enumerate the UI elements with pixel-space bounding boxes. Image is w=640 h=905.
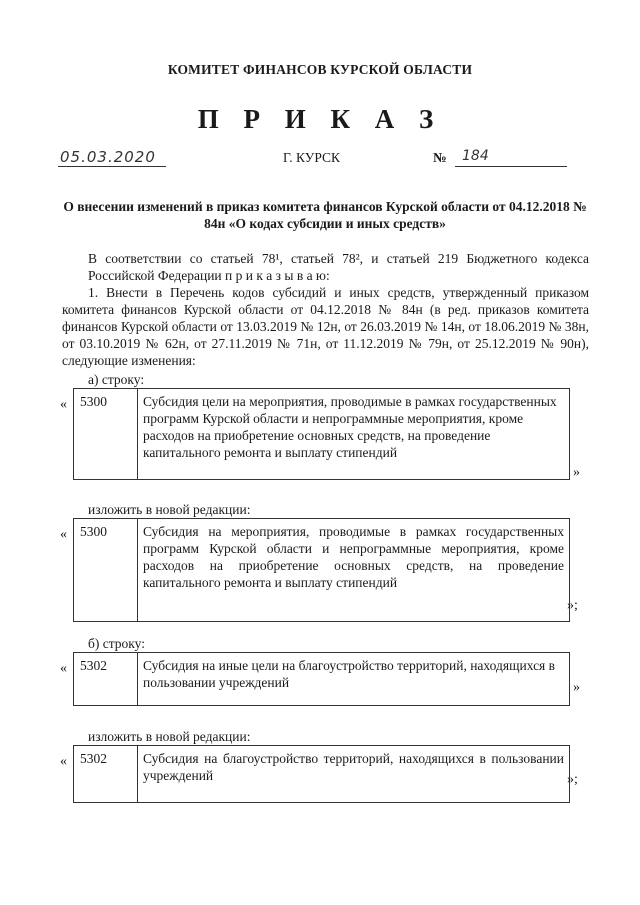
code-table-new-1 [73, 518, 570, 622]
label-new-2: изложить в новой редакции: [88, 729, 251, 744]
date-underline [58, 166, 166, 167]
table-row [74, 389, 570, 480]
row-description: Субсидия на иные цели на благоустройство территорий, находящихся в пользовании учреждений [138, 653, 570, 706]
code-table-b [73, 652, 570, 706]
quote-close: »; [567, 772, 578, 787]
intro-text: В соответствии со статьей 78¹, статьей 78², и статьей 219 Бюджетного кодекса Российской Федерации п р и к а з ы в а ю: [88, 251, 589, 283]
intro-paragraph [88, 250, 589, 284]
label-a: а) строку: [88, 372, 145, 387]
table-row [74, 519, 570, 622]
quote-open: « [60, 397, 67, 412]
order-title: О внесении изменений в приказ комитета финансов Курской области от 04.12.2018 № 84н «О кодах субсидии и иных средств» [63, 199, 587, 231]
row-code: 5300 [74, 389, 138, 480]
table-row [74, 653, 570, 706]
code-table-a [73, 388, 570, 480]
quote-close: »; [567, 598, 578, 613]
order-date: 05.03.2020 [60, 148, 156, 166]
table-row [74, 746, 570, 803]
quote-open: « [60, 527, 67, 542]
item-1-paragraph [62, 284, 589, 369]
row-description: Субсидия на мероприятия, проводимые в рамках государственных программ Курской области и непрограммные мероприятия, кроме расходов на приобретение основных средств, на проведение капитального ремонта и выплату стипендий [138, 519, 570, 622]
quote-close: » [573, 465, 580, 480]
code-table-new-2 [73, 745, 570, 803]
order-number: 184 [462, 148, 489, 164]
row-code: 5300 [74, 519, 138, 622]
row-description: Субсидия цели на мероприятия, проводимые в рамках государственных программ Курской области и непрограммные мероприятия, кроме расходов на приобретение основных средств, на проведение капитального ремонта и выплату стипендий [138, 389, 570, 480]
row-code: 5302 [74, 746, 138, 803]
number-underline [455, 166, 567, 167]
quote-open: « [60, 754, 67, 769]
row-description: Субсидия на благоустройство территорий, находящихся в пользовании учреждений [138, 746, 570, 803]
document-type: П Р И К А З [197, 104, 443, 134]
number-sign: № [433, 150, 447, 165]
quote-close: » [573, 680, 580, 695]
label-new-1: изложить в новой редакции: [88, 502, 251, 517]
item-1-text: 1. Внести в Перечень кодов субсидий и иных средств, утвержденный приказом комитета финансов Курской области от 04.12.2018 № 84н (в ред. приказов комитета финансов Курской области от 13.03.2019 № 12н, от 26.03.2019 № 14н, от 18.06.2019 № 38н, от 03.10.2019 № 62н, от 27.11.2019 № 71н, от 11.12.2019 № 79н, от 25.12.2019 № 90н), следующие изменения: [62, 285, 589, 368]
label-b: б) строку: [88, 636, 145, 651]
city: Г. КУРСК [283, 150, 341, 165]
quote-open: « [60, 661, 67, 676]
row-code: 5302 [74, 653, 138, 706]
organization-name: КОМИТЕТ ФИНАНСОВ КУРСКОЙ ОБЛАСТИ [167, 62, 473, 77]
